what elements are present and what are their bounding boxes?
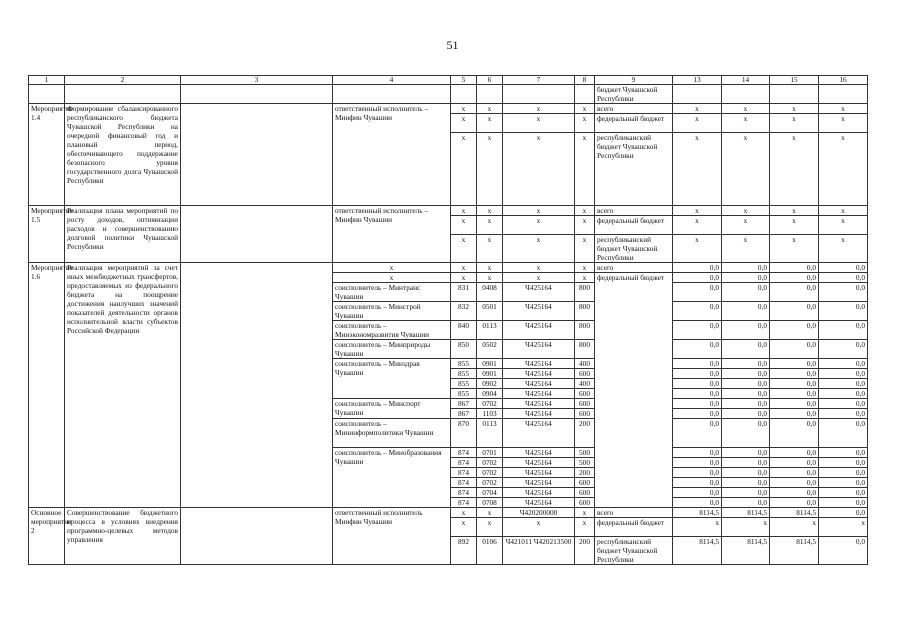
table-cell: 0,0 <box>673 419 722 448</box>
table-cell: 0,0 <box>819 508 868 518</box>
table-cell: x <box>477 104 503 114</box>
table-cell: 800 <box>575 283 595 302</box>
responsible-cell: соисполнитель – Мининформполитики Чувашии <box>333 419 451 448</box>
table-cell: 0,0 <box>722 399 770 409</box>
table-cell: x <box>333 273 451 283</box>
table-cell: 850 <box>451 340 477 359</box>
table-cell: 0,0 <box>673 399 722 409</box>
table-cell: x <box>451 273 477 283</box>
table-cell: 0,0 <box>673 478 722 488</box>
table-cell: 892 <box>451 537 477 565</box>
table-cell: 0,0 <box>819 321 868 340</box>
header-cell: 3 <box>181 76 333 85</box>
table-cell: 0,0 <box>673 468 722 478</box>
table-cell: x <box>722 133 770 206</box>
table-cell: 0,0 <box>722 283 770 302</box>
table-cell: x <box>770 104 819 114</box>
table-cell: 870 <box>451 419 477 448</box>
table-cell: 600 <box>575 488 595 498</box>
responsible-cell: соисполнитель – Минспорт Чувашии <box>333 399 451 419</box>
table-cell: x <box>503 518 575 537</box>
table-cell: 0901 <box>477 369 503 379</box>
table-cell: x <box>477 273 503 283</box>
header-row <box>29 76 868 85</box>
table-cell: x <box>575 216 595 235</box>
table-cell: x <box>819 216 868 235</box>
table-cell: 0,0 <box>673 321 722 340</box>
table-cell: 0,0 <box>819 369 868 379</box>
source-cell: федеральный бюджет <box>595 273 673 508</box>
table-cell: 0,0 <box>722 359 770 369</box>
table-row <box>29 85 868 104</box>
table-row <box>29 263 868 273</box>
table-cell: 400 <box>575 379 595 389</box>
table-cell <box>181 263 333 508</box>
table-cell: x <box>575 114 595 133</box>
table-cell: 800 <box>575 321 595 340</box>
table-cell <box>181 508 333 565</box>
table-cell: 0,0 <box>722 321 770 340</box>
table-cell: x <box>503 273 575 283</box>
table-cell: 0902 <box>477 379 503 389</box>
table-cell: 0,0 <box>819 340 868 359</box>
table-cell: 0,0 <box>819 359 868 369</box>
table-cell: 0,0 <box>770 488 819 498</box>
table-cell: 0,0 <box>673 458 722 468</box>
measure-code: Мероприятие 1.6 <box>29 263 65 508</box>
table-cell: 0502 <box>477 340 503 359</box>
table-cell: Ч425164 <box>503 448 575 458</box>
table-cell: x <box>451 235 477 263</box>
table-cell: x <box>819 104 868 114</box>
table-cell: 855 <box>451 379 477 389</box>
table-cell: Ч425164 <box>503 369 575 379</box>
table-cell <box>575 85 595 104</box>
table-cell: 0,0 <box>673 340 722 359</box>
table-cell: 500 <box>575 448 595 458</box>
table-cell: x <box>451 518 477 537</box>
table-cell: 874 <box>451 488 477 498</box>
table-cell: 600 <box>575 369 595 379</box>
source-cell: федеральный бюджет <box>595 518 673 537</box>
page-number: 51 <box>446 38 459 52</box>
table-cell <box>722 85 770 104</box>
table-cell: x <box>451 114 477 133</box>
responsible-cell: ответственный исполнитель – Минфин Чувашии <box>333 104 451 206</box>
table-cell: x <box>673 206 722 216</box>
measure-code: Мероприятие 1.5 <box>29 206 65 263</box>
table-cell: x <box>451 206 477 216</box>
table-cell: x <box>451 263 477 273</box>
table-cell: x <box>451 104 477 114</box>
table-cell: Ч425164 <box>503 419 575 448</box>
header-cell: 7 <box>503 76 575 85</box>
table-cell: x <box>333 263 451 273</box>
table-cell: x <box>673 235 722 263</box>
table-cell: 0,0 <box>819 273 868 283</box>
table-cell: 0,0 <box>673 498 722 508</box>
table-cell: 8114,5 <box>770 508 819 518</box>
table-cell: 0,0 <box>722 389 770 399</box>
table-cell: 831 <box>451 283 477 302</box>
table-cell: 0,0 <box>819 302 868 321</box>
table-cell: x <box>503 114 575 133</box>
table-cell: 0704 <box>477 488 503 498</box>
table-cell: 840 <box>451 321 477 340</box>
table-cell: 8114,5 <box>673 508 722 518</box>
measure-name: Формирование сбалансированного республиканского бюджета Чувашской Республики на очередной финансовый год и плановый период, обеспечивающего поддержание безопасного уровня государственного долга Чувашской Республики <box>65 104 181 206</box>
table-cell: 0904 <box>477 389 503 399</box>
table-cell <box>477 85 503 104</box>
table-cell: 8114,5 <box>770 537 819 565</box>
table-cell: 0,0 <box>770 389 819 399</box>
table-cell: 0,0 <box>770 263 819 273</box>
table-row <box>29 104 868 114</box>
table-cell: 0,0 <box>770 468 819 478</box>
table-cell <box>819 85 868 104</box>
table-cell: x <box>575 263 595 273</box>
table-cell: Ч425164 <box>503 379 575 389</box>
table-cell: 0,0 <box>819 409 868 419</box>
table-cell: 0,0 <box>819 263 868 273</box>
measure-code: Мероприятие 1.4 <box>29 104 65 206</box>
table-cell: 600 <box>575 498 595 508</box>
table-cell: 0,0 <box>819 478 868 488</box>
table-cell: x <box>673 104 722 114</box>
table-cell: x <box>722 206 770 216</box>
table-cell: 0,0 <box>722 458 770 468</box>
table-cell: x <box>477 508 503 518</box>
header-cell: 2 <box>65 76 181 85</box>
table-cell: 0,0 <box>673 389 722 399</box>
measure-name: Совершенствование бюджетного процесса в условиях внедрения программно-целевых методов управления <box>65 508 181 565</box>
table-cell: 0,0 <box>770 340 819 359</box>
source-cell: республиканский бюджет Чувашской Республики <box>595 133 673 206</box>
header-cell: 9 <box>595 76 673 85</box>
table-cell: 0,0 <box>770 458 819 468</box>
table-cell <box>29 85 65 104</box>
table-cell <box>673 85 722 104</box>
table-cell: 0,0 <box>770 498 819 508</box>
table-cell: Ч425164 <box>503 468 575 478</box>
table-cell: x <box>503 263 575 273</box>
table-cell: 0,0 <box>673 379 722 389</box>
table-cell: 0,0 <box>722 302 770 321</box>
table-cell: 0702 <box>477 458 503 468</box>
table-cell: 0,0 <box>819 458 868 468</box>
table-cell: 0,0 <box>770 283 819 302</box>
table-cell: x <box>819 133 868 206</box>
table-cell: 0701 <box>477 448 503 458</box>
table-cell: x <box>575 273 595 283</box>
table-cell: 0,0 <box>819 468 868 478</box>
table-cell: 855 <box>451 369 477 379</box>
table-cell: 600 <box>575 409 595 419</box>
table-cell: x <box>819 206 868 216</box>
source-cell: всего <box>595 508 673 518</box>
table-cell: 0,0 <box>819 537 868 565</box>
source-cell: бюджет Чувашской Республики <box>595 85 673 104</box>
table-cell: x <box>673 114 722 133</box>
table-cell: x <box>722 216 770 235</box>
responsible-cell: соисполнитель – Минстрой Чувашии <box>333 302 451 321</box>
table-cell: 200 <box>575 537 595 565</box>
table-cell: 0,0 <box>722 379 770 389</box>
table-cell: x <box>477 263 503 273</box>
header-cell: 6 <box>477 76 503 85</box>
table-cell: x <box>451 216 477 235</box>
table-cell: 0,0 <box>722 448 770 458</box>
table-cell: 0,0 <box>770 321 819 340</box>
measure-name: Реализация плана мероприятий по росту доходов, оптимизации расходов и совершенствованию долговой политики Чувашской Республики <box>65 206 181 263</box>
table-cell: x <box>477 235 503 263</box>
table-cell: Ч421011 Ч420213500 <box>503 537 575 565</box>
table-cell: Ч420200000 <box>503 508 575 518</box>
table-cell: x <box>673 518 722 537</box>
table-cell: 0,0 <box>722 498 770 508</box>
table-cell: Ч425164 <box>503 478 575 488</box>
measure-name: Реализация мероприятий за счет иных межбюджетных трансфертов, предоставляемых из федерального бюджета на поощрение достижения наилучших значений показателей деятельности органов исполнительной власти субъектов Российской Федерации <box>65 263 181 508</box>
table-cell: x <box>477 114 503 133</box>
table-cell: 867 <box>451 409 477 419</box>
source-cell: всего <box>595 206 673 216</box>
table-cell: x <box>503 235 575 263</box>
table-cell: 0702 <box>477 478 503 488</box>
table-cell: 0,0 <box>722 478 770 488</box>
table-cell: x <box>722 235 770 263</box>
table-cell: 0,0 <box>819 498 868 508</box>
source-cell: федеральный бюджет <box>595 114 673 133</box>
table-cell: x <box>770 114 819 133</box>
table-cell: 200 <box>575 468 595 478</box>
table-cell: Ч425164 <box>503 458 575 468</box>
table-cell: 0,0 <box>673 273 722 283</box>
table-cell: 867 <box>451 399 477 409</box>
table-cell: x <box>722 518 770 537</box>
responsible-cell: соисполнитель – Минэкономразвития Чувашии <box>333 321 451 340</box>
table-cell <box>451 85 477 104</box>
responsible-cell: соисполнитель – Минобразования Чувашии <box>333 448 451 508</box>
table-cell: Ч425164 <box>503 302 575 321</box>
table-cell: 0,0 <box>770 478 819 488</box>
table-cell: 0106 <box>477 537 503 565</box>
table-cell: 500 <box>575 458 595 468</box>
table-cell: Ч425164 <box>503 498 575 508</box>
responsible-cell: ответственный исполнитель Минфин Чувашии <box>333 508 451 565</box>
table-cell: 600 <box>575 399 595 409</box>
table-cell: x <box>575 206 595 216</box>
table-cell: Ч425164 <box>503 283 575 302</box>
source-cell: всего <box>595 263 673 273</box>
measure-code: Основное мероприятие 2 <box>29 508 65 565</box>
table-cell: 0,0 <box>673 359 722 369</box>
table-cell: 0702 <box>477 468 503 478</box>
table-cell: 0708 <box>477 498 503 508</box>
table-cell <box>503 85 575 104</box>
table-cell: 0702 <box>477 399 503 409</box>
source-cell: республиканский бюджет Чувашской Республики <box>595 235 673 263</box>
table-cell: Ч425164 <box>503 340 575 359</box>
table-cell: x <box>819 235 868 263</box>
table-cell: x <box>575 518 595 537</box>
table-cell: x <box>451 508 477 518</box>
table-cell: 874 <box>451 498 477 508</box>
table-cell: 0,0 <box>722 468 770 478</box>
table-cell: 8114,5 <box>722 508 770 518</box>
table-cell: 600 <box>575 389 595 399</box>
table-cell: 0,0 <box>819 448 868 458</box>
table-cell: 0,0 <box>673 302 722 321</box>
table-cell: 0,0 <box>722 409 770 419</box>
table-cell: 0,0 <box>673 263 722 273</box>
table-cell <box>181 85 333 104</box>
table-cell: 0501 <box>477 302 503 321</box>
table-cell: x <box>477 206 503 216</box>
header-cell: 4 <box>333 76 451 85</box>
table-cell: x <box>722 114 770 133</box>
table-cell: x <box>575 235 595 263</box>
table-cell: 400 <box>575 359 595 369</box>
table-cell: 0,0 <box>770 419 819 448</box>
table-cell: 0,0 <box>770 379 819 389</box>
table-cell: x <box>503 206 575 216</box>
table-cell: 0,0 <box>673 448 722 458</box>
table-cell: 8114,5 <box>722 537 770 565</box>
table-cell: x <box>819 114 868 133</box>
table-cell: 0,0 <box>722 369 770 379</box>
table-cell: 874 <box>451 478 477 488</box>
header-cell: 1 <box>29 76 65 85</box>
table-cell: x <box>770 206 819 216</box>
table-cell: 1103 <box>477 409 503 419</box>
header-cell: 14 <box>722 76 770 85</box>
table-cell: x <box>575 133 595 206</box>
table-cell: 0,0 <box>770 399 819 409</box>
table-cell: 874 <box>451 458 477 468</box>
table-cell: 0,0 <box>722 273 770 283</box>
table-cell: Ч425164 <box>503 399 575 409</box>
source-cell: федеральный бюджет <box>595 216 673 235</box>
table-cell: x <box>503 216 575 235</box>
table-cell: x <box>503 104 575 114</box>
responsible-cell: соисполнитель – Минтранс Чувашии <box>333 283 451 302</box>
table-cell: Ч425164 <box>503 359 575 369</box>
table-cell <box>65 85 181 104</box>
table-cell: 855 <box>451 359 477 369</box>
responsible-cell: соисполнитель – Минприроды Чувашии <box>333 340 451 359</box>
source-cell: республиканский бюджет Чувашской Республики <box>595 537 673 565</box>
header-cell: 16 <box>819 76 868 85</box>
table-cell: 0,0 <box>819 283 868 302</box>
table-cell: x <box>673 216 722 235</box>
table-cell: x <box>770 518 819 537</box>
table-cell: 0,0 <box>770 359 819 369</box>
table-cell: x <box>770 133 819 206</box>
table-cell: 0,0 <box>819 399 868 409</box>
table-cell: 0,0 <box>770 302 819 321</box>
table-cell: 0,0 <box>770 273 819 283</box>
table-cell: 0,0 <box>722 488 770 498</box>
table-cell: x <box>673 133 722 206</box>
table-cell: x <box>503 133 575 206</box>
table-cell: 0,0 <box>722 263 770 273</box>
table-cell: Ч425164 <box>503 409 575 419</box>
table-cell: 0,0 <box>770 409 819 419</box>
table-cell <box>333 85 451 104</box>
responsible-cell: ответственный исполнитель – Минфин Чувашии <box>333 206 451 263</box>
table-cell: 0,0 <box>819 379 868 389</box>
table-cell: 200 <box>575 419 595 448</box>
table-cell: x <box>575 104 595 114</box>
table-cell: 0113 <box>477 419 503 448</box>
table-cell: x <box>575 508 595 518</box>
table-cell: x <box>770 216 819 235</box>
table-cell: 0,0 <box>819 419 868 448</box>
table-row <box>29 508 868 518</box>
table-cell: x <box>451 133 477 206</box>
table-cell: 0113 <box>477 321 503 340</box>
table-cell: 800 <box>575 340 595 359</box>
header-cell: 15 <box>770 76 819 85</box>
table-cell: 0,0 <box>819 389 868 399</box>
budget-table <box>28 75 868 565</box>
table-cell: 832 <box>451 302 477 321</box>
header-cell: 5 <box>451 76 477 85</box>
table-cell: 0,0 <box>722 340 770 359</box>
table-cell: 0,0 <box>673 488 722 498</box>
table-row <box>29 206 868 216</box>
table-cell: 0408 <box>477 283 503 302</box>
source-cell: всего <box>595 104 673 114</box>
table-cell: Ч425164 <box>503 488 575 498</box>
header-cell: 13 <box>673 76 722 85</box>
table-cell: x <box>477 133 503 206</box>
table-cell: 0,0 <box>770 369 819 379</box>
table-cell: Ч425164 <box>503 321 575 340</box>
header-cell: 8 <box>575 76 595 85</box>
table-cell: x <box>770 235 819 263</box>
table-cell <box>181 104 333 206</box>
table-cell: 0,0 <box>673 369 722 379</box>
table-cell: 0,0 <box>673 409 722 419</box>
responsible-cell: соисполнитель – Минздрав Чувашии <box>333 359 451 399</box>
table-cell: 874 <box>451 468 477 478</box>
table-cell: 0,0 <box>722 419 770 448</box>
table-cell: 855 <box>451 389 477 399</box>
table-cell: 600 <box>575 478 595 488</box>
table-cell: Ч425164 <box>503 389 575 399</box>
table-cell: 874 <box>451 448 477 458</box>
table-cell: 0,0 <box>819 488 868 498</box>
table-cell <box>181 206 333 263</box>
table-cell: 0,0 <box>770 448 819 458</box>
table-cell: 8114,5 <box>673 537 722 565</box>
table-cell: x <box>477 518 503 537</box>
table-cell <box>770 85 819 104</box>
table-cell: x <box>819 518 868 537</box>
table-cell: x <box>477 216 503 235</box>
table-cell: 800 <box>575 302 595 321</box>
table-cell: 0901 <box>477 359 503 369</box>
table-cell: x <box>722 104 770 114</box>
table-cell: 0,0 <box>673 283 722 302</box>
